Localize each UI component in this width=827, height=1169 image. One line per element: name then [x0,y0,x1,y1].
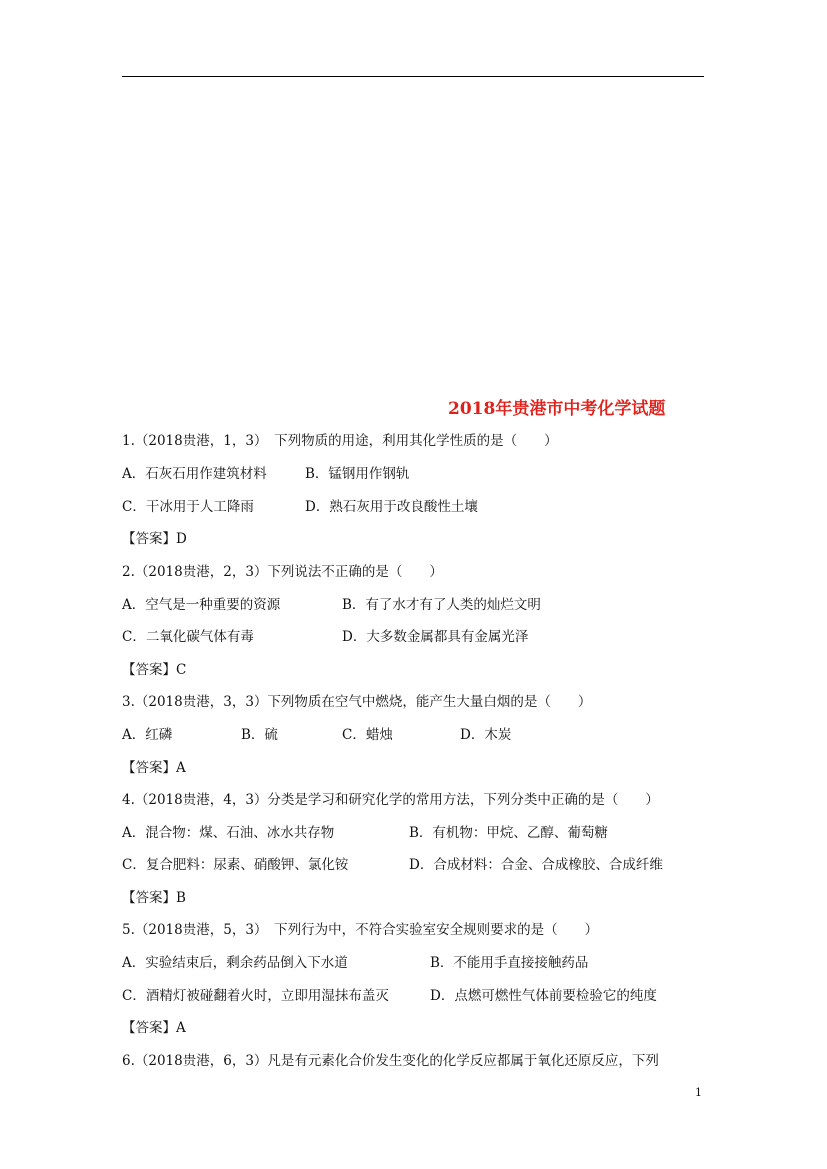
question-3-option-a: A．红磷 [122,727,173,743]
question-3-option-b: B．硫 [241,727,278,743]
question-4-option-b: B．有机物：甲烷、乙醇、葡萄糖 [409,825,608,841]
question-5-stem: 5.（2018贵港，5，3） 下列行为中，不符合实验室安全规则要求的是（ ） [122,922,599,938]
question-1-option-a: A．石灰石用作建筑材料 [122,466,267,482]
question-5-option-d: D．点燃可燃性气体前要检验它的纯度 [430,988,657,1004]
question-3-answer: 【答案】A [122,760,186,776]
question-1-option-d: D．熟石灰用于改良酸性土壤 [305,499,478,515]
question-5-option-a: A．实验结束后，剩余药品倒入下水道 [122,955,348,971]
question-3-stem: 3.（2018贵港，3，3）下列物质在空气中燃烧，能产生大量白烟的是（ ） [122,694,592,710]
question-1-answer: 【答案】D [122,531,187,547]
question-4-option-d: D．合成材料：合金、合成橡胶、合成纤维 [409,857,663,873]
question-4-answer: 【答案】B [122,890,186,906]
question-5-option-c: C．酒精灯被碰翻着火时，立即用湿抹布盖灭 [122,988,389,1004]
document-title: 2018年贵港市中考化学试题 [448,399,666,419]
question-1-option-b: B．锰钢用作钢轨 [305,466,410,482]
question-4-option-a: A．混合物：煤、石油、冰水共存物 [122,825,335,841]
header-rule [122,76,704,77]
question-2-option-a: A．空气是一种重要的资源 [122,597,281,613]
question-1-option-c: C．干冰用于人工降雨 [122,499,254,515]
question-2-stem: 2.（2018贵港，2，3）下列说法不正确的是（ ） [122,564,443,580]
question-1-stem: 1.（2018贵港，1，3） 下列物质的用途，利用其化学性质的是（ ） [122,433,558,449]
question-2-option-c: C．二氧化碳气体有毒 [122,629,254,645]
page-number: 1 [695,1086,702,1099]
question-5-answer: 【答案】A [122,1020,186,1036]
question-4-option-c: C．复合肥料：尿素、硝酸钾、氯化铵 [122,857,349,873]
question-2-answer: 【答案】C [122,662,187,678]
question-5-option-b: B．不能用手直接接触药品 [430,955,589,971]
question-2-option-b: B．有了水才有了人类的灿烂文明 [342,597,541,613]
question-3-option-d: D．木炭 [460,727,512,743]
question-2-option-d: D．大多数金属都具有金属光泽 [342,629,529,645]
question-4-stem: 4.（2018贵港，4，3）分类是学习和研究化学的常用方法，下列分类中正确的是（ ） [122,792,659,808]
question-6-stem: 6.（2018贵港，6，3）凡是有元素化合价发生变化的化学反应都属于氧化还原反应，下列 [122,1053,659,1069]
question-3-option-c: C．蜡烛 [342,727,393,743]
